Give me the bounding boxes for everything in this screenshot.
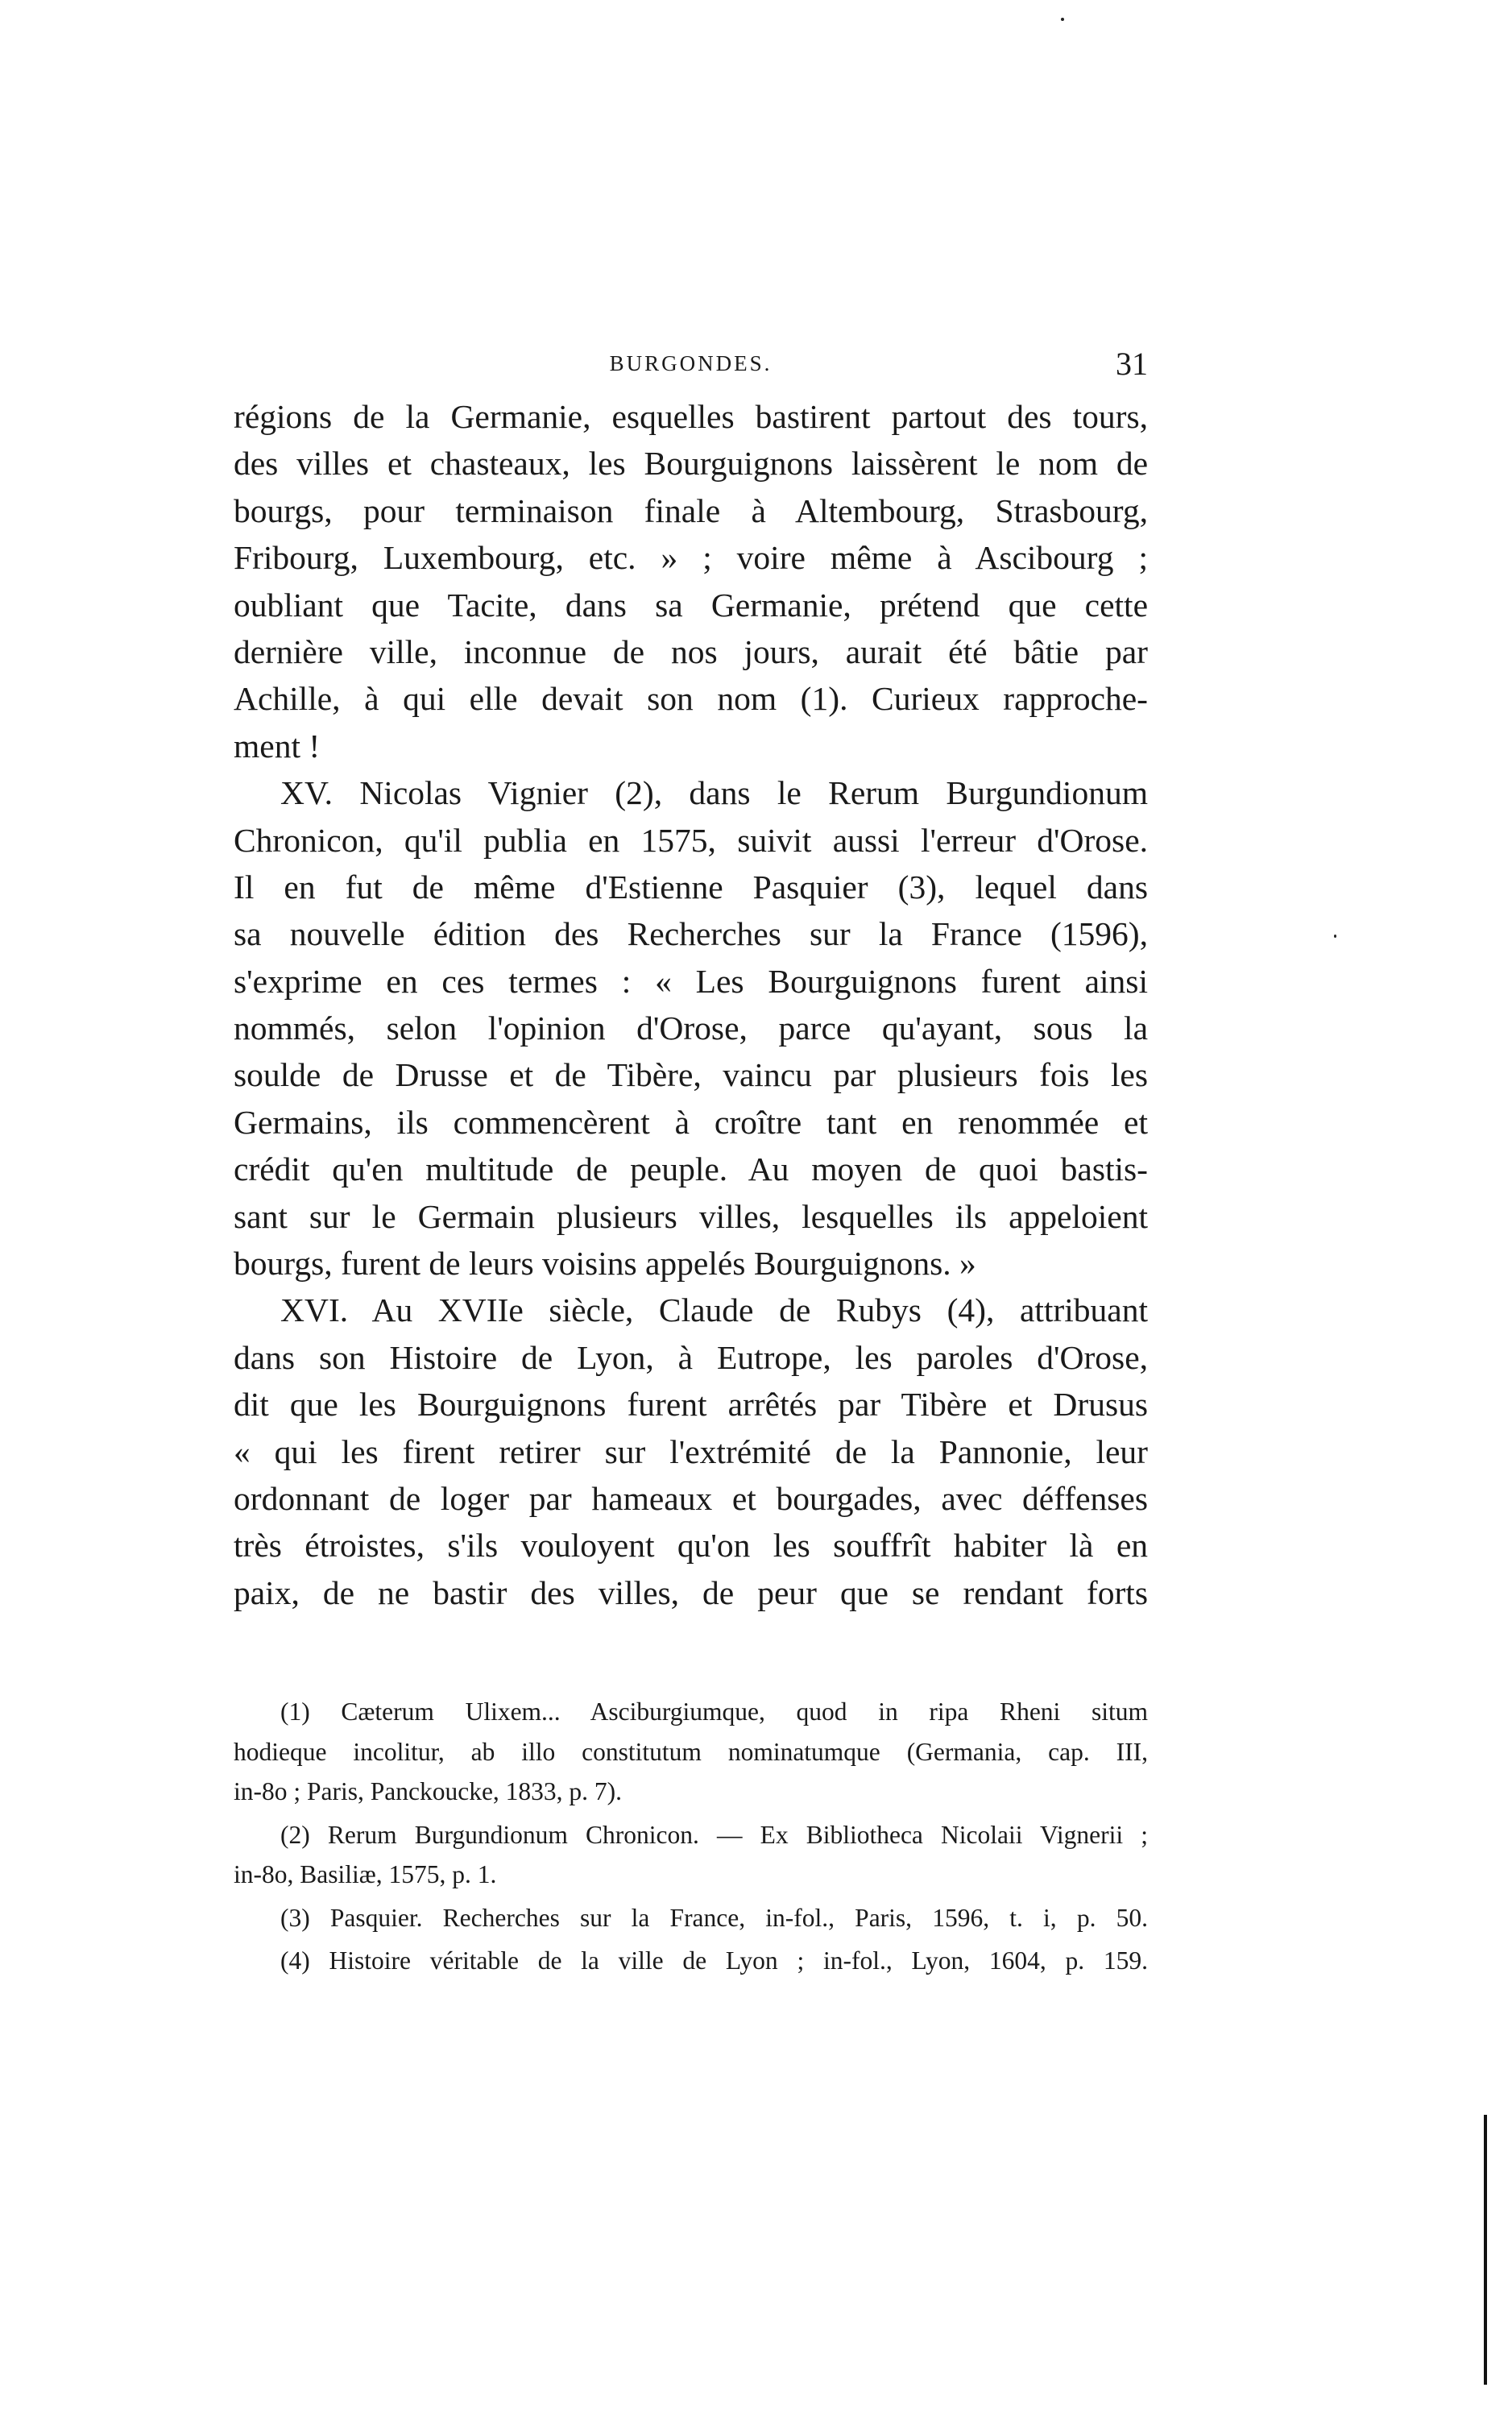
- text-line: dernière ville, inconnue de nos jours, aurait été bâtie par: [234, 632, 1148, 670]
- footnote-line: in-8o, Basiliæ, 1575, p. 1.: [234, 1860, 497, 1888]
- text-line: bourgs, furent de leurs voisins appelés Bourguignons. »: [234, 1245, 976, 1283]
- footnotes: [234, 1692, 1148, 1981]
- text-line: Germains, ils commencèrent à croître tant en renommée et: [234, 1103, 1148, 1141]
- text-line: dit que les Bourguignons furent arrêtés par Tibère et Drusus: [234, 1386, 1148, 1424]
- text-line: s'exprime en ces termes : « Les Bourguignons furent ainsi: [234, 962, 1148, 1000]
- text-line: très étroistes, s'ils vouloyent qu'on les souffrît habiter là en: [234, 1527, 1148, 1565]
- ink-speck: [1334, 935, 1336, 938]
- text-line: des villes et chasteaux, les Bourguignons laissèrent le nom de: [234, 445, 1148, 483]
- section-xv-start: XV. Nicolas Vignier (2), dans le Rerum Burgundionum: [280, 774, 1148, 812]
- text-line: soulde de Drusse et de Tibère, vaincu par plusieurs fois les: [234, 1056, 1148, 1094]
- margin-rule: [1484, 2115, 1487, 2385]
- text-line: ment !: [234, 727, 321, 765]
- text-line: régions de la Germanie, esquelles bastirent partout des tours,: [234, 398, 1148, 435]
- text-line: Il en fut de même d'Estienne Pasquier (3), lequel dans: [234, 868, 1148, 906]
- text-line: ordonnant de loger par hameaux et bourgades, avec déffenses: [234, 1479, 1148, 1517]
- text-line: oubliant que Tacite, dans sa Germanie, prétend que cette: [234, 586, 1148, 624]
- text-line: bourgs, pour terminaison finale à Altembourg, Strasbourg,: [234, 491, 1148, 529]
- text-line: sa nouvelle édition des Recherches sur la France (1596),: [234, 915, 1148, 953]
- text-line: « qui les firent retirer sur l'extrémité de la Pannonie, leur: [234, 1432, 1148, 1470]
- text-line: dans son Histoire de Lyon, à Eutrope, les paroles d'Orose,: [234, 1338, 1148, 1376]
- footnote-3: (3) Pasquier. Recherches sur la France, in-fol., Paris, 1596, t. i, p. 50.: [280, 1903, 1148, 1932]
- ink-speck: [1061, 18, 1064, 21]
- text-line: Fribourg, Luxembourg, etc. » ; voire même à Ascibourg ;: [234, 539, 1148, 577]
- footnote-4: (4) Histoire véritable de la ville de Lyon ; in-fol., Lyon, 1604, p. 159.: [280, 1946, 1148, 1975]
- running-head: BURGONDES.: [609, 351, 773, 375]
- text-line: nommés, selon l'opinion d'Orose, parce qu'ayant, sous la: [234, 1009, 1148, 1047]
- text-line: paix, de ne bastir des villes, de peur que se rendant forts: [234, 1573, 1148, 1611]
- footnote-1: (1) Cæterum Ulixem... Asciburgiumque, quod in ripa Rheni situm: [280, 1697, 1148, 1726]
- section-xvi-start: XVI. Au XVIIe siècle, Claude de Rubys (4), attribuant: [280, 1291, 1148, 1329]
- footnote-line: in-8o ; Paris, Panckoucke, 1833, p. 7).: [234, 1777, 623, 1805]
- page-number: 31: [1116, 346, 1148, 382]
- text-line: crédit qu'en multitude de peuple. Au moyen de quoi bastis-: [234, 1150, 1148, 1188]
- footnote-2: (2) Rerum Burgundionum Chronicon. — Ex Bibliotheca Nicolaii Vignerii ;: [280, 1820, 1148, 1849]
- text-line: Chronicon, qu'il publia en 1575, suivit aussi l'erreur d'Orose.: [234, 821, 1148, 859]
- text-line: sant sur le Germain plusieurs villes, lesquelles ils appeloient: [234, 1197, 1148, 1235]
- text-line: Achille, à qui elle devait son nom (1). Curieux rapproche-: [234, 680, 1148, 718]
- footnote-line: hodieque incolitur, ab illo constitutum nominatumque (Germania, cap. III,: [234, 1737, 1148, 1766]
- page-header: [234, 345, 1148, 385]
- main-text: [234, 393, 1148, 1616]
